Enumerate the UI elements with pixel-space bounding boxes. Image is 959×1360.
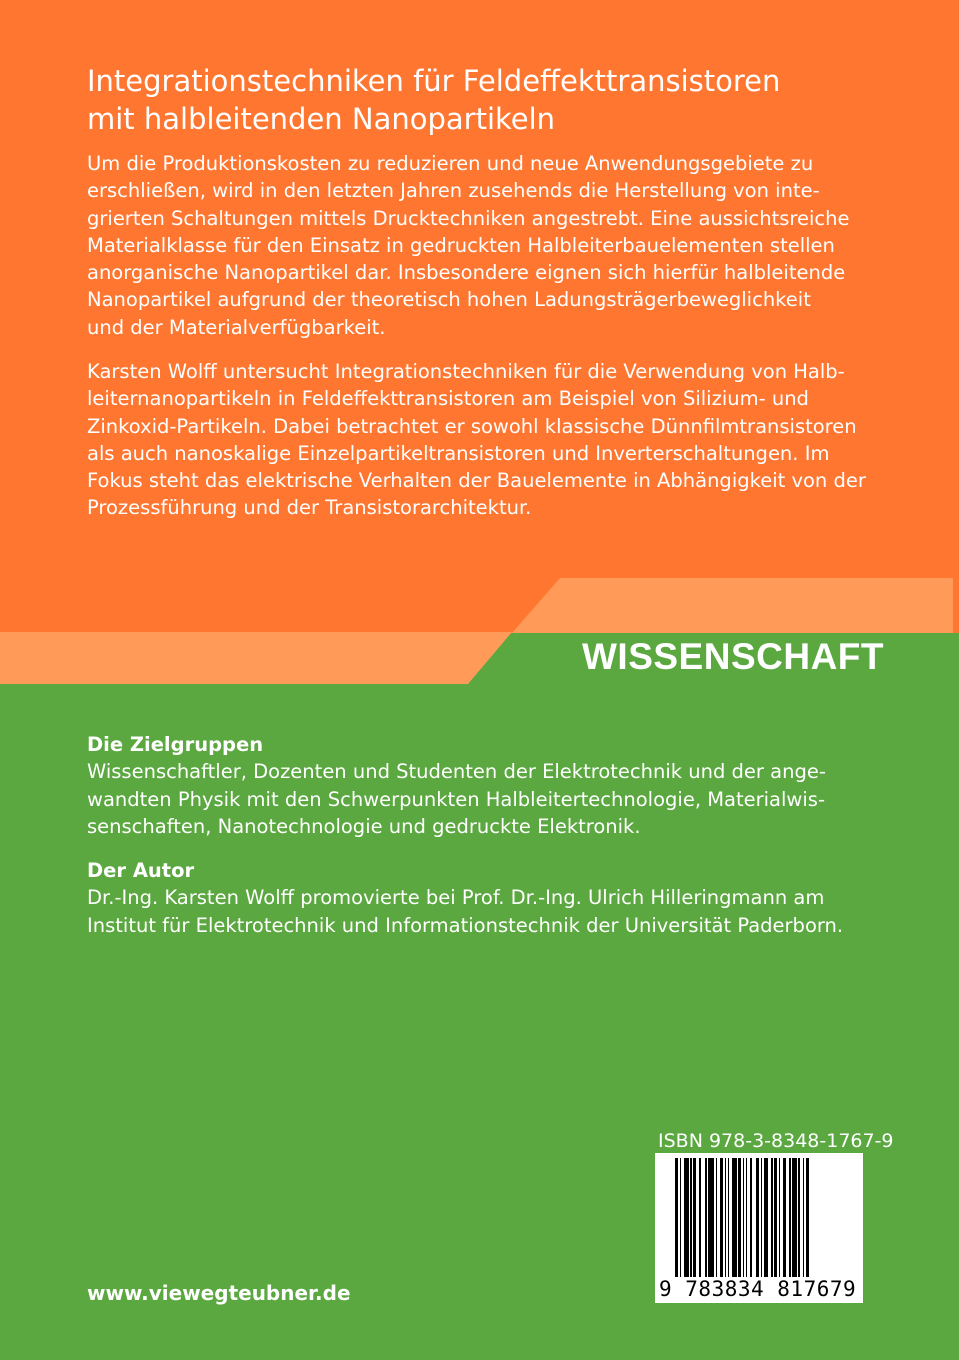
barcode-bar: [750, 1158, 752, 1293]
barcode-bar: [732, 1158, 737, 1293]
barcode-bar: [789, 1158, 791, 1293]
text-line: Fokus steht das elektrische Verhalten der Bauelemente in Abhängigkeit von der: [87, 469, 866, 493]
book-title: [87, 62, 907, 138]
text-line: erschließen, wird in den letzten Jahren zusehends die Herstellung von inte-: [87, 179, 820, 203]
text-line: Materialklasse für den Einsatz in gedruckten Halbleiterbauelementen stellen: [87, 233, 835, 257]
barcode-bar: [716, 1158, 718, 1293]
text-line: wandten Physik mit den Schwerpunkten Halbleitertechnologie, Materialwis-: [87, 787, 825, 811]
barcode-bar: [728, 1158, 730, 1293]
section-heading: Der Autor: [87, 859, 195, 882]
barcode-bars: [675, 1158, 850, 1293]
barcode-bar: [699, 1158, 701, 1293]
barcode-bar: [684, 1158, 689, 1293]
barcode-bar: [779, 1158, 781, 1293]
text-line: anorganische Nanopartikel dar. Insbesondere eignen sich hierfür halbleitende: [87, 261, 846, 285]
barcode-bar: [771, 1158, 773, 1293]
barcode-bar: [803, 1158, 805, 1293]
text-line: Karsten Wolff untersucht Integrationstechniken für die Verwendung von Halb-: [87, 360, 845, 383]
barcode-bar: [743, 1158, 745, 1293]
series-label: WISSENSCHAFT: [582, 636, 884, 677]
target-group-section: [87, 731, 887, 840]
text-line: Dr.-Ing. Karsten Wolff promovierte bei Prof. Dr.-Ing. Ulrich Hilleringmann am: [87, 886, 825, 910]
barcode-bar: [756, 1158, 759, 1293]
text-line: Prozessführung und der Transistorarchitektur.: [87, 496, 532, 520]
text-line: leiternanopartikeln in Feldeffekttransistoren am Beispiel von Silizium- und: [87, 387, 809, 411]
barcode-bar: [738, 1158, 741, 1293]
description-paragraph-2: [87, 358, 887, 522]
barcode: [655, 1153, 863, 1303]
barcode-bar: [720, 1158, 723, 1293]
section-heading: Die Zielgruppen: [87, 733, 264, 756]
barcode-bar: [783, 1158, 786, 1293]
barcode-bar: [705, 1158, 707, 1293]
barcode-digits: 9 783834 817679: [659, 1277, 857, 1301]
description-paragraph-1: [87, 150, 887, 341]
barcode-bar: [806, 1158, 809, 1293]
text-line: als auch nanoskalige Einzelpartikeltransistoren und Inverterschaltungen. Im: [87, 441, 830, 465]
text-line: senschaften, Nanotechnologie und gedruckte Elektronik.: [87, 814, 641, 838]
barcode-bar: [761, 1158, 763, 1293]
title-line: mit halbleitenden Nanopartikeln: [87, 102, 556, 136]
barcode-bar: [792, 1158, 797, 1293]
text-line: grierten Schaltungen mittels Drucktechniken angestrebt. Eine aussichtsreiche: [87, 206, 850, 230]
text-line: Um die Produktionskosten zu reduzieren und neue Anwendungsgebiete zu: [87, 152, 814, 175]
barcode-bar: [675, 1158, 678, 1293]
decorative-band-left: [0, 632, 520, 684]
text-line: Institut für Elektrotechnik und Informationstechnik der Universität Paderborn.: [87, 913, 844, 937]
barcode-bar: [725, 1158, 727, 1293]
barcode-bar: [774, 1158, 777, 1293]
text-line: Nanopartikel aufgrund der theoretisch hohen Ladungsträgerbeweglichkeit: [87, 288, 811, 312]
author-section: [87, 857, 887, 939]
barcode-bar: [708, 1158, 714, 1293]
publisher-url[interactable]: www.viewegteubner.de: [87, 1281, 351, 1305]
barcode-bar: [680, 1158, 682, 1293]
barcode-bar: [746, 1158, 748, 1293]
text-line: Wissenschaftler, Dozenten und Studenten der Elektrotechnik und der ange-: [87, 760, 826, 784]
isbn-label: ISBN 978-3-8348-1767-9: [658, 1130, 894, 1152]
title-line: Integrationstechniken für Feldeffekttransistoren: [87, 64, 781, 98]
text-line: und der Materialverfügbarkeit.: [87, 315, 386, 339]
barcode-bar: [764, 1158, 769, 1293]
barcode-bar: [690, 1158, 692, 1293]
barcode-bar: [693, 1158, 696, 1293]
barcode-bar: [798, 1158, 800, 1293]
text-line: Zinkoxid-Partikeln. Dabei betrachtet er sowohl klassische Dünnfilmtransistoren: [87, 414, 857, 438]
